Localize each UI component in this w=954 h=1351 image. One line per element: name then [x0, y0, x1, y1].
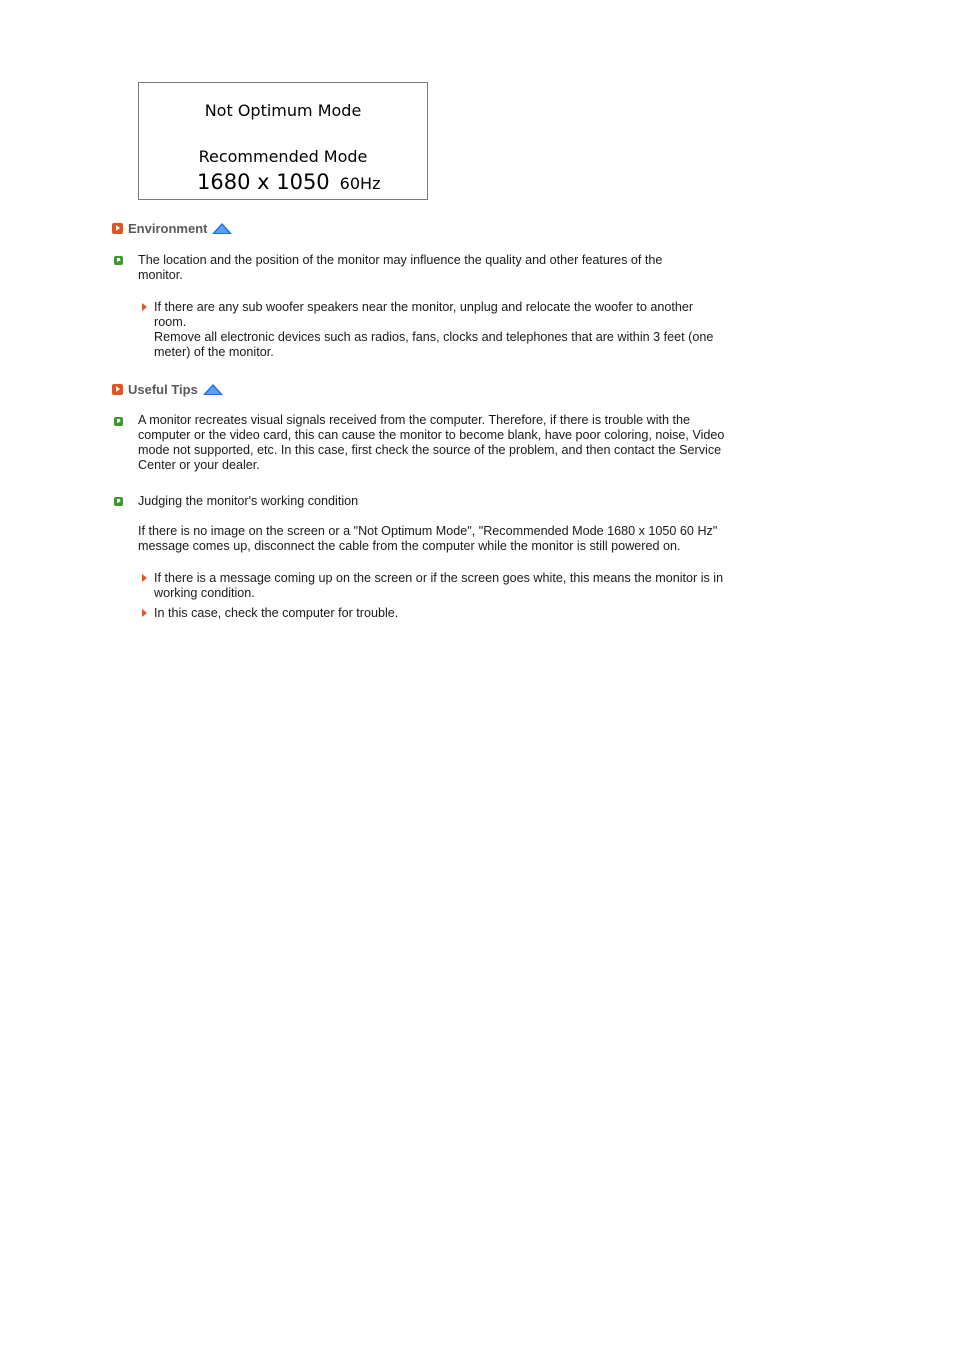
useful-tips-title: Useful Tips [128, 381, 198, 397]
back-to-top-icon[interactable] [212, 223, 232, 234]
environment-sub-text-1: If there are any sub woofer speakers near the monitor, unplug and relocate the woofer to another room. [154, 300, 694, 329]
section-arrow-icon [112, 223, 123, 234]
osd-refresh: 60Hz [339, 174, 381, 193]
bullet-icon [114, 417, 123, 426]
bullet-icon [114, 256, 123, 265]
environment-title: Environment [128, 220, 208, 236]
bullet-icon [114, 497, 123, 506]
environment-sub-text-2: Remove all electronic devices such as radios, fans, clocks and telephones that are within 3 feet (one meter) of the monitor. [154, 330, 714, 359]
section-heading-useful-tips [112, 381, 223, 397]
useful-tips-item-body-2: If there is no image on the screen or a "Not Optimum Mode", "Recommended Mode 1680 x 1050 60 Hz" message comes up, disconnect the cable from the computer while the monitor is still powered on. [138, 524, 718, 553]
useful-tips-sub-text-1: If there is a message coming up on the screen or if the screen goes white, this means the monitor is in working condition. [154, 571, 724, 600]
section-heading-environment [112, 220, 232, 236]
environment-item-text: The location and the position of the monitor may influence the quality and other features of the monitor. [138, 253, 663, 282]
osd-resolution: 1680 x 1050 [197, 170, 330, 194]
sub-bullet-arrow-icon [142, 574, 147, 582]
osd-not-optimum-text: Not Optimum Mode [204, 101, 362, 120]
osd-recommended-text: Recommended Mode [198, 147, 368, 166]
sub-bullet-arrow-icon [142, 303, 147, 311]
osd-message-illustration [138, 82, 428, 200]
useful-tips-sub-text-2: In this case, check the computer for trouble. [154, 606, 399, 620]
osd-resolution-line [197, 170, 380, 194]
useful-tips-item-text-1: A monitor recreates visual signals received from the computer. Therefore, if there is trouble with the computer or the video card, this can cause the monitor to become blank, have poor coloring, noise, Video mode not supported, etc. In this case, first check the source of the problem, and then contact the Service Center or your dealer. [138, 413, 725, 472]
section-arrow-icon [112, 384, 123, 395]
useful-tips-item-title-2: Judging the monitor's working condition [138, 494, 359, 508]
sub-bullet-arrow-icon [142, 609, 147, 617]
back-to-top-icon[interactable] [203, 384, 223, 395]
